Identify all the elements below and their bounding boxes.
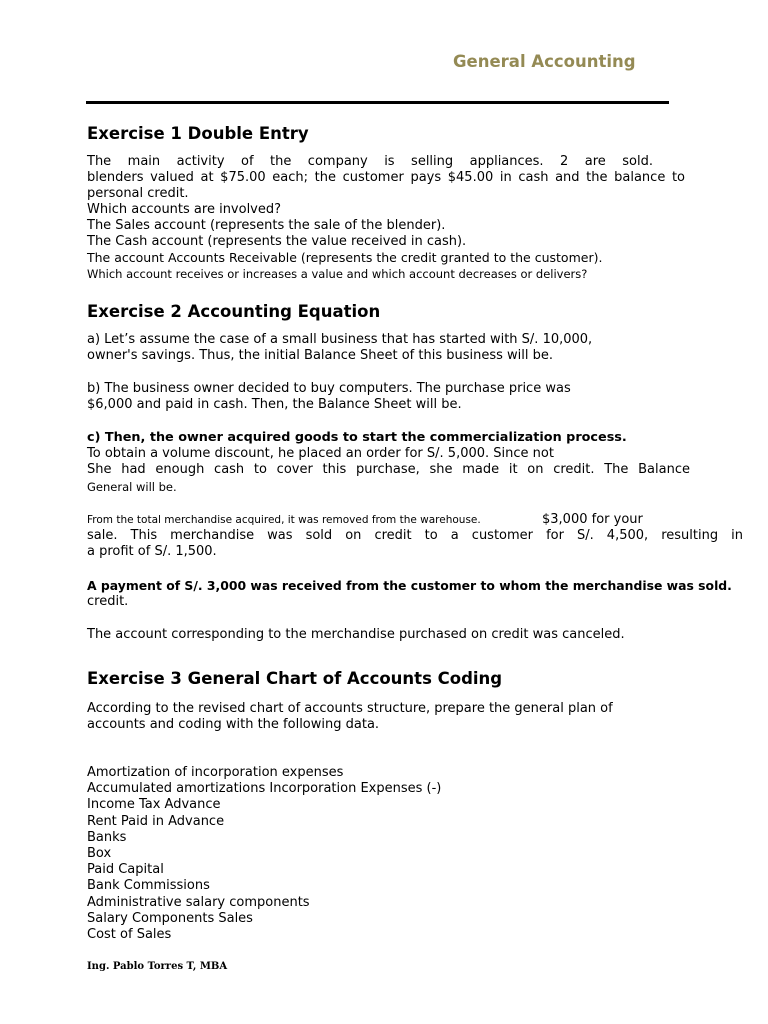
exercise-2-c-line-2: She had enough cash to cover this purchase, she made it on credit. The Balance — [87, 462, 690, 477]
exercise-1-line-1: The main activity of the company is selling appliances. 2 are sold. — [87, 154, 653, 169]
account-list-item: Salary Components Sales — [87, 911, 253, 926]
account-list-item: Administrative salary components — [87, 895, 310, 910]
exercise-3-heading: Exercise 3 General Chart of Accounts Coding — [87, 669, 503, 688]
exercise-1-heading: Exercise 1 Double Entry — [87, 124, 309, 143]
exercise-2-c-bold: c) Then, the owner acquired goods to start the commercialization process. — [87, 430, 627, 445]
header-divider — [86, 101, 669, 104]
account-list-item: Rent Paid in Advance — [87, 814, 225, 829]
exercise-2-e-line: credit. — [87, 594, 129, 609]
exercise-2-e-bold: A payment of S/. 3,000 was received from the customer to whom the merchandise was sold. — [87, 578, 732, 593]
exercise-2-d-line-1: sale. This merchandise was sold on credit to a customer for S/. 4,500, resulting in — [87, 528, 743, 543]
exercise-2-a-line-2: owner's savings. Thus, the initial Balance Sheet of this business will be. — [87, 348, 554, 363]
exercise-3-intro-line-1: According to the revised chart of accounts structure, prepare the general plan of — [87, 701, 613, 716]
exercise-2-c-line-1: To obtain a volume discount, he placed an order for S/. 5,000. Since not — [87, 446, 554, 461]
account-list-item: Amortization of incorporation expenses — [87, 765, 344, 780]
exercise-2-d-small: From the total merchandise acquired, it was removed from the warehouse. — [87, 514, 481, 526]
exercise-1-line-5: The Sales account (represents the sale of the blender). — [87, 218, 446, 233]
exercise-2-b-line-2: $6,000 and paid in cash. Then, the Balance Sheet will be. — [87, 397, 462, 412]
exercise-3-intro-line-2: accounts and coding with the following data. — [87, 717, 380, 732]
exercise-2-d-tail: $3,000 for your — [542, 512, 643, 527]
account-list-item: Box — [87, 846, 112, 861]
exercise-2-f-line: The account corresponding to the merchandise purchased on credit was canceled. — [87, 627, 625, 642]
exercise-1-line-7: The account Accounts Receivable (represents the credit granted to the customer). — [87, 250, 603, 265]
account-list-item: Cost of Sales — [87, 927, 172, 942]
exercise-2-a-line-1: a) Let’s assume the case of a small business that has started with S/. 10,000, — [87, 332, 593, 347]
exercise-1-line-6: The Cash account (represents the value received in cash). — [87, 234, 467, 249]
exercise-1-line-2: blenders valued at $75.00 each; the customer pays $45.00 in cash and the balance to — [87, 170, 685, 185]
exercise-1-line-3: personal credit. — [87, 186, 189, 201]
account-list-item: Paid Capital — [87, 862, 164, 877]
exercise-1-line-4: Which accounts are involved? — [87, 202, 282, 217]
footer-author: Ing. Pablo Torres T, MBA — [87, 961, 228, 972]
account-list-item: Bank Commissions — [87, 878, 210, 893]
account-list-item: Income Tax Advance — [87, 797, 221, 812]
exercise-2-c-line-3: General will be. — [87, 480, 177, 494]
account-list-item: Banks — [87, 830, 127, 845]
exercise-2-b-line-1: b) The business owner decided to buy computers. The purchase price was — [87, 381, 571, 396]
exercise-1-line-8: Which account receives or increases a value and which account decreases or delivers? — [87, 267, 588, 281]
exercise-2-heading: Exercise 2 Accounting Equation — [87, 302, 381, 321]
document-header-title: General Accounting — [453, 52, 636, 71]
account-list-item: Accumulated amortizations Incorporation Expenses (-) — [87, 781, 442, 796]
exercise-2-d-line-2: a profit of S/. 1,500. — [87, 544, 217, 559]
